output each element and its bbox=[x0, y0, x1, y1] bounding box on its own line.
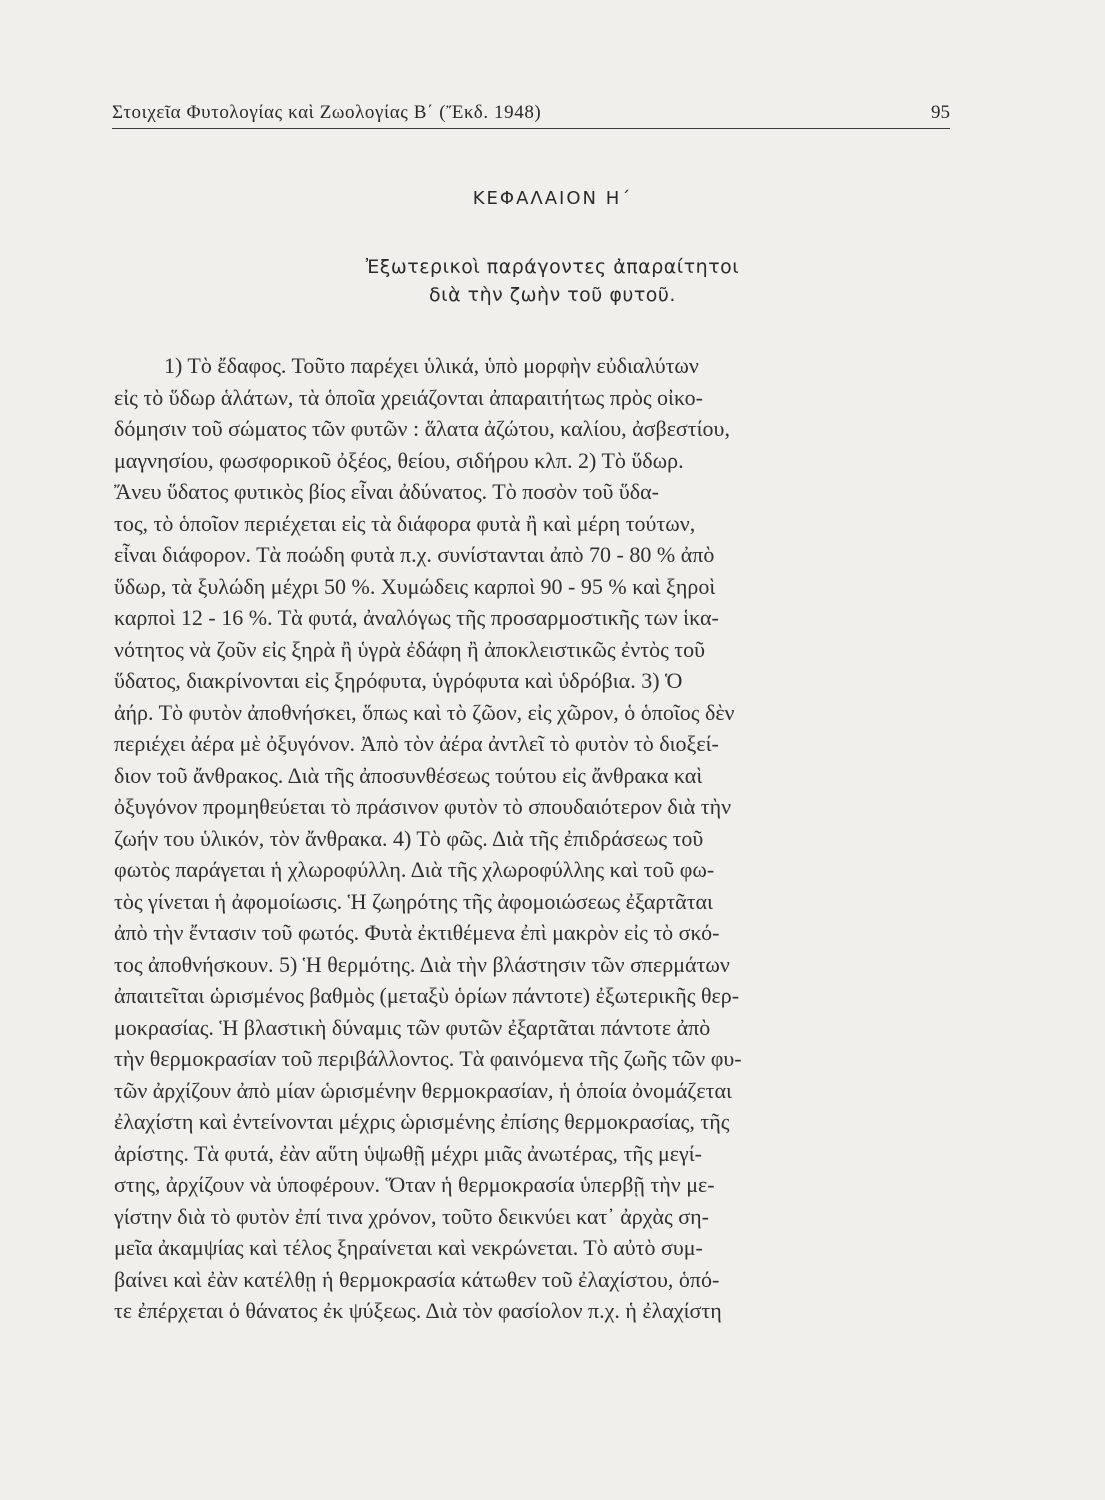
text-line: ἀπὸ τὴν ἔντασιν τοῦ φωτός. Φυτὰ ἐκτιθέμενα ἐπὶ μακρὸν εἰς τὸ σκό- bbox=[114, 920, 720, 945]
text-line: τῶν ἀρχίζουν ἀπὸ μίαν ὡρισμένην θερμοκρασίαν, ἡ ὁποία ὀνομάζεται bbox=[114, 1077, 732, 1103]
chapter-label: ΚΕΦΑΛΑΙΟΝ Η΄ bbox=[472, 188, 633, 209]
chapter-title-line-1: Ἐξωτερικοὶ παράγοντες ἀπαραίτητοι bbox=[365, 256, 740, 278]
page-number: 95 bbox=[931, 102, 950, 123]
text-line: τὴν θερμοκρασίαν τοῦ περιβάλλοντος. Τὰ φαινόμενα τῆς ζωῆς τῶν φυ- bbox=[114, 1046, 742, 1071]
text-line: ἐλαχίστη καὶ ἐντείνονται μέχρις ὡρισμένης ἐπίσης θερμοκρασίας, τῆς bbox=[114, 1109, 730, 1134]
text-line: στης, ἀρχίζουν νὰ ὑποφέρουν. Ὅταν ἡ θερμοκρασία ὑπερβῇ τὴν με- bbox=[114, 1172, 715, 1197]
text-line: ὀξυγόνον προμηθεύεται τὸ πράσινον φυτὸν τὸ σπουδαιότερον διὰ τὴν bbox=[114, 794, 732, 819]
text-line: δόμησιν τοῦ σώματος τῶν φυτῶν : ἅλατα ἀζώτου, καλίου, ἀσβεστίου, bbox=[114, 416, 730, 441]
text-line: Ἄνευ ὕδατος φυτικὸς βίος εἶναι ἀδύνατος. Τὸ ποσὸν τοῦ ὕδα- bbox=[114, 479, 659, 504]
text-line: μοκρασίας. Ἡ βλαστικὴ δύναμις τῶν φυτῶν ἐξαρτᾶται πάντοτε ἀπὸ bbox=[114, 1014, 711, 1040]
text-line: διον τοῦ ἄνθρακος. Διὰ τῆς ἀποσυνθέσεως τούτου εἰς ἄνθρακα καὶ bbox=[114, 762, 703, 788]
text-line: ἀήρ. Τὸ φυτὸν ἀποθνήσκει, ὅπως καὶ τὸ ζῶον, εἰς χῶρον, ὁ ὁποῖος δὲν bbox=[114, 699, 735, 725]
text-line: τος, τὸ ὁποῖον περιέχεται εἰς τὰ διάφορα φυτὰ ἢ καὶ μέρη τούτων, bbox=[114, 510, 696, 536]
text-line: τος ἀποθνήσκουν. 5) Ἡ θερμότης. Διὰ τὴν βλάστησιν τῶν σπερμάτων bbox=[114, 951, 730, 977]
text-line: νότητος νὰ ζοῦν εἰς ξηρὰ ἢ ὑγρὰ ἐδάφη ἢ ἀποκλειστικῶς ἐντὸς τοῦ bbox=[114, 636, 706, 662]
text-line: ἀπαιτεῖται ὡρισμένος βαθμὸς (μεταξὺ ὁρίων πάντοτε) ἐξωτερικῆς θερ- bbox=[114, 983, 740, 1008]
text-line: ἀρίστης. Τὰ φυτά, ἐὰν αὕτη ὑψωθῇ μέχρι μιᾶς ἀνωτέρας, τῆς μεγί- bbox=[114, 1140, 702, 1166]
text-line: εἶναι διάφορον. Τὰ ποώδη φυτὰ π.χ. συνίστανται ἀπὸ 70 - 80 % ἀπὸ bbox=[114, 542, 715, 567]
text-line: τὸς γίνεται ἡ ἀφομοίωσις. Ἡ ζωηρότης τῆς ἀφομοιώσεως ἐξαρτᾶται bbox=[114, 888, 713, 914]
chapter-title-line-2: διὰ τὴν ζωὴν τοῦ φυτοῦ. bbox=[429, 284, 676, 306]
text-line: εἰς τὸ ὕδωρ ἁλάτων, τὰ ὁποῖα χρειάζονται ἀπαραιτήτως πρὸς οἰκο- bbox=[114, 384, 703, 410]
text-line: ζωήν του ὑλικόν, τὸν ἄνθρακα. 4) Τὸ φῶς. Διὰ τῆς ἐπιδράσεως τοῦ bbox=[114, 825, 704, 851]
running-title: Στοιχεῖα Φυτολογίας καὶ Ζωολογίας Β΄ (Ἔκδ. 1948) bbox=[112, 102, 542, 123]
text-line: μεῖα ἀκαμψίας καὶ τέλος ξηραίνεται καὶ νεκρώνεται. Τὸ αὐτὸ συμ- bbox=[114, 1235, 703, 1260]
text-line: μαγνησίου, φωσφορικοῦ ὀξέος, θείου, σιδήρου κλπ. 2) Τὸ ὕδωρ. bbox=[114, 447, 684, 473]
text-line: καρποὶ 12 - 16 %. Τὰ φυτά, ἀναλόγως τῆς προσαρμοστικῆς των ἱκα- bbox=[114, 605, 719, 630]
text-line: περιέχει ἀέρα μὲ ὀξυγόνον. Ἀπὸ τὸν ἀέρα ἀντλεῖ τὸ φυτὸν τὸ διοξεί- bbox=[114, 731, 719, 756]
body-text bbox=[114, 350, 950, 1327]
text-line: βαίνει καὶ ἐὰν κατέλθῃ ἡ θερμοκρασία κάτωθεν τοῦ ἐλαχίστου, ὁπό- bbox=[114, 1266, 720, 1292]
page-header bbox=[112, 100, 950, 129]
text-line: ὕδατος, διακρίνονται εἰς ξηρόφυτα, ὑγρόφυτα καὶ ὑδρόβια. 3) Ὁ bbox=[114, 668, 683, 693]
text-line: φωτὸς παράγεται ἡ χλωροφύλλη. Διὰ τῆς χλωροφύλλης καὶ τοῦ φω- bbox=[114, 857, 715, 882]
text-line: γίστην διὰ τὸ φυτὸν ἐπί τινα χρόνον, τοῦτο δεικνύει κατ᾽ ἀρχὰς ση- bbox=[114, 1203, 709, 1229]
text-line: 1) Τὸ ἔδαφος. Τοῦτο παρέχει ὑλικά, ὑπὸ μορφὴν εὐδιαλύτων bbox=[164, 353, 699, 378]
text-line: ὕδωρ, τὰ ξυλώδη μέχρι 50 %. Χυμώδεις καρποὶ 90 - 95 % καὶ ξηροὶ bbox=[114, 573, 716, 599]
text-line: τε ἐπέρχεται ὁ θάνατος ἐκ ψύξεως. Διὰ τὸν φασίολον π.χ. ἡ ἐλαχίστη bbox=[114, 1298, 722, 1323]
